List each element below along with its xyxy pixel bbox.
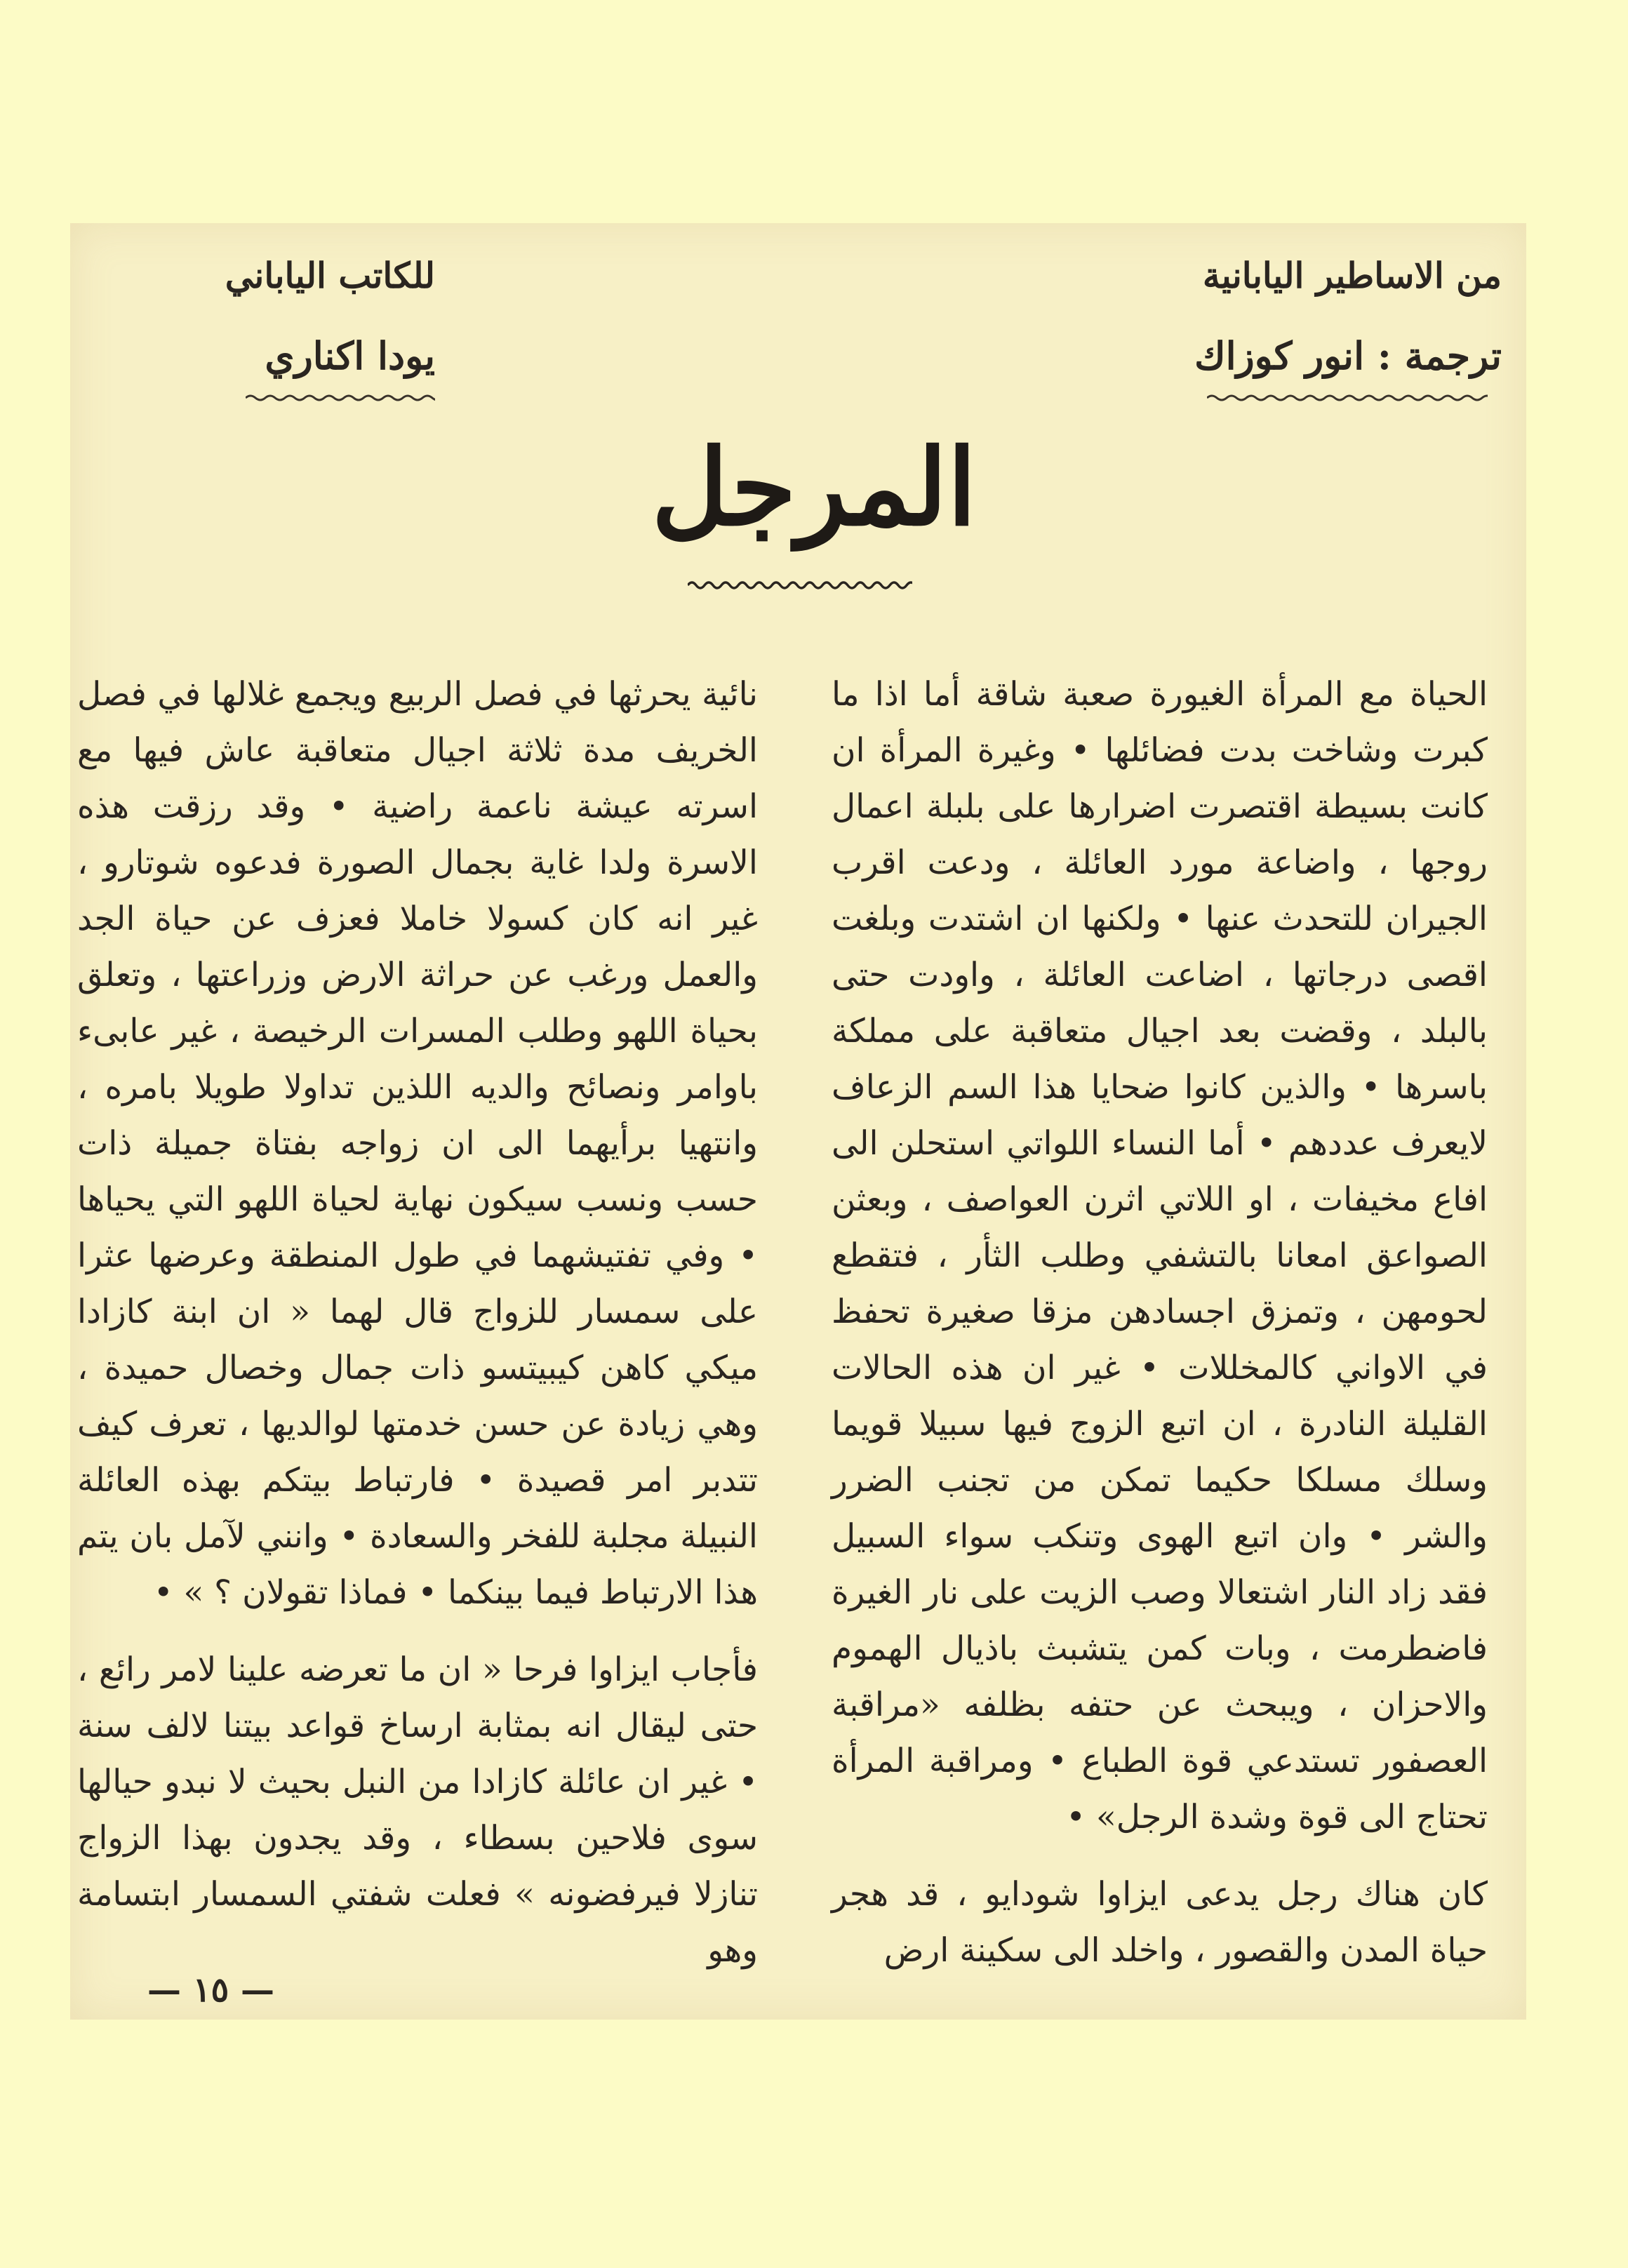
translator-underline [1207, 390, 1488, 406]
translator-label: ترجمة : انور كوزاك [1194, 333, 1502, 378]
title-ornament [688, 577, 912, 594]
author-underline [246, 390, 435, 406]
author-prefix: للكاتب الياباني [225, 255, 435, 296]
paragraph: نائية يحرثها في فصل الربيع ويجمع غلالها في فصل الخريف مدة ثلاثة اجيال متعاقبة عاش فيها مع اسرته عيشة ناعمة راضية • وقد رزقت هذه الاسرة ولدا غاية بجمال الصورة فدعوه شوتارو ، غير انه كان كسولا خاملا فعزف عن حياة الجد والعمل ورغب عن حراثة الارض وزراعتها ، وتعلق بحياة اللهو وطلب المسرات الرخيصة ، غير عابىء باوامر ونصائح والديه اللذين تداولا طويلا بامره ، وانتهيا برأيهما الى ان زواجه بفتاة جميلة ذات حسب ونسب سيكون نهاية لحياة اللهو التي يحياها • وفي تفتيشهما في طول المنطقة وعرضها عثرا على سمسار للزواج قال لهما « ان ابنة كازادا ميكي كاهن كيبيتسو ذات جمال وخصال حميدة ، وهي زيادة عن حسن خدمتها لوالديها ، تعرف كيف تتدبر امر قصيدة • فارتباط بيتكم بهذه العائلة النبيلة مجلبة للفخر والسعادة • وانني لآمل بان يتم هذا الارتباط فيما بينكما • فماذا تقولان ؟ » • [77, 675, 758, 1612]
paragraph: فأجاب ايزاوا فرحا « ان ما تعرضه علينا لامر رائع ، حتى ليقال انه بمثابة ارساخ قواعد بيتنا لالف سنة • غير ان عائلة كازادا من النبل بحيث لا نبدو حيالها سوى فلاحين بسطاء ، وقد يجدون بهذا الزواج تنازلا فيرفضونه » فعلت شفتي السمسار ابتسامة وهو [77, 1650, 758, 1970]
article-title: المرجل [651, 426, 977, 549]
series-header [1109, 255, 1502, 406]
series-label: من الاساطير اليابانية [1202, 255, 1502, 296]
author-header [182, 255, 435, 406]
paragraph: كان هناك رجل يدعى ايزاوا شودايو ، قد هجر حياة المدن والقصور ، واخلد الى سكينة ارض [832, 1875, 1488, 1970]
text-column-right [832, 667, 1488, 1979]
text-column-left [77, 667, 758, 1979]
paragraph: الحياة مع المرأة الغيورة صعبة شاقة أما اذا ما كبرت وشاخت بدت فضائلها • وغيرة المرأة ان كانت بسيطة اقتصرت اضرارها على بلبلة اعمال روجها ، واضاعة مورد العائلة ، ودعت اقرب الجيران للتحدث عنها • ولكنها ان اشتدت وبلغت اقصى درجاتها ، اضاعت العائلة ، واودت حتى بالبلد ، وقضت بعد اجيال متعاقبة على مملكة باسرها • والذين كانوا ضحايا هذا السم الزعاف لايعرف عددهم • أما النساء اللواتي استحلن الى افاع مخيفات ، او اللاتي اثرن العواصف ، وبعثن الصواعق امعانا بالتشفي وطلب الثأر ، فتقطع لحومهن ، وتمزق اجسادهن مزقا صغيرة تحفظ في الاواني كالمخللات • غير ان هذه الحالات القليلة النادرة ، ان اتبع الزوج فيها سبيلا قويما وسلك مسلكا حكيما تمكن من تجنب الضرر والشر • وان اتبع الهوى وتنكب سواء السبيل فقد زاد النار اشتعالا وصب الزيت على نار الغيرة فاضطرمت ، وبات كمن يتشبث باذيال الهموم والاحزان ، ويبحث عن حتفه بظلفه «مراقبة العصفور تستدعي قوة الطباع • ومراقبة المرأة تحتاج الى قوة وشدة الرجل» • [832, 675, 1488, 1836]
author-name: يودا اكناري [265, 333, 435, 378]
page-number: — ١٥ — [147, 1970, 274, 2010]
